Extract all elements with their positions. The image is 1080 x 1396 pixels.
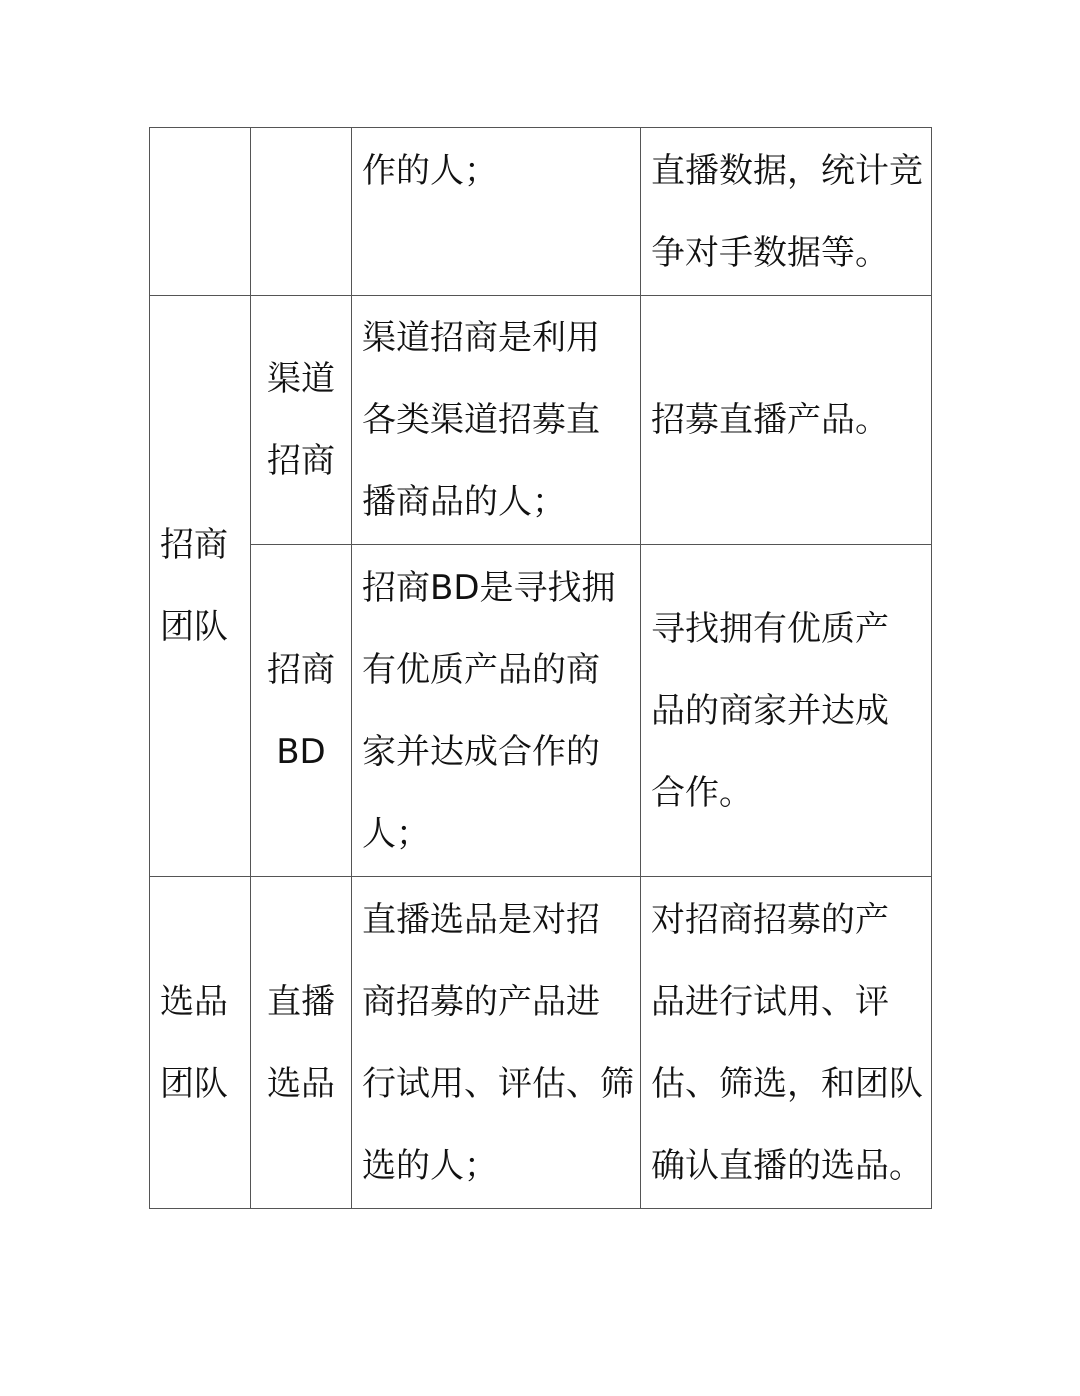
description-cell: 直播选品是对招 商招募的产品进 行试用、评估、筛 选的人； [352, 877, 641, 1209]
role-cell [251, 128, 352, 296]
team-cell-selection: 选品 团队 [150, 877, 251, 1209]
description-cell: 渠道招商是利用 各类渠道招募直 播商品的人； [352, 296, 641, 545]
description-cell: 作的人； [352, 128, 641, 296]
team-cell [150, 128, 251, 296]
role-table [149, 127, 932, 1209]
table-row [150, 545, 932, 877]
table-row [150, 877, 932, 1209]
table-row [150, 296, 932, 545]
description-cell: 招商BD是寻找拥 有优质产品的商 家并达成合作的 人； [352, 545, 641, 877]
role-cell: 渠道 招商 [251, 296, 352, 545]
duty-cell: 直播数据，统计竞 争对手数据等。 [641, 128, 932, 296]
duty-cell: 招募直播产品。 [641, 296, 932, 545]
duty-cell: 寻找拥有优质产 品的商家并达成 合作。 [641, 545, 932, 877]
duty-cell: 对招商招募的产 品进行试用、评 估、筛选，和团队 确认直播的选品。 [641, 877, 932, 1209]
role-cell: 直播 选品 [251, 877, 352, 1209]
role-cell: 招商 BD [251, 545, 352, 877]
table-row [150, 128, 932, 296]
team-cell-recruit: 招商 团队 [150, 296, 251, 877]
